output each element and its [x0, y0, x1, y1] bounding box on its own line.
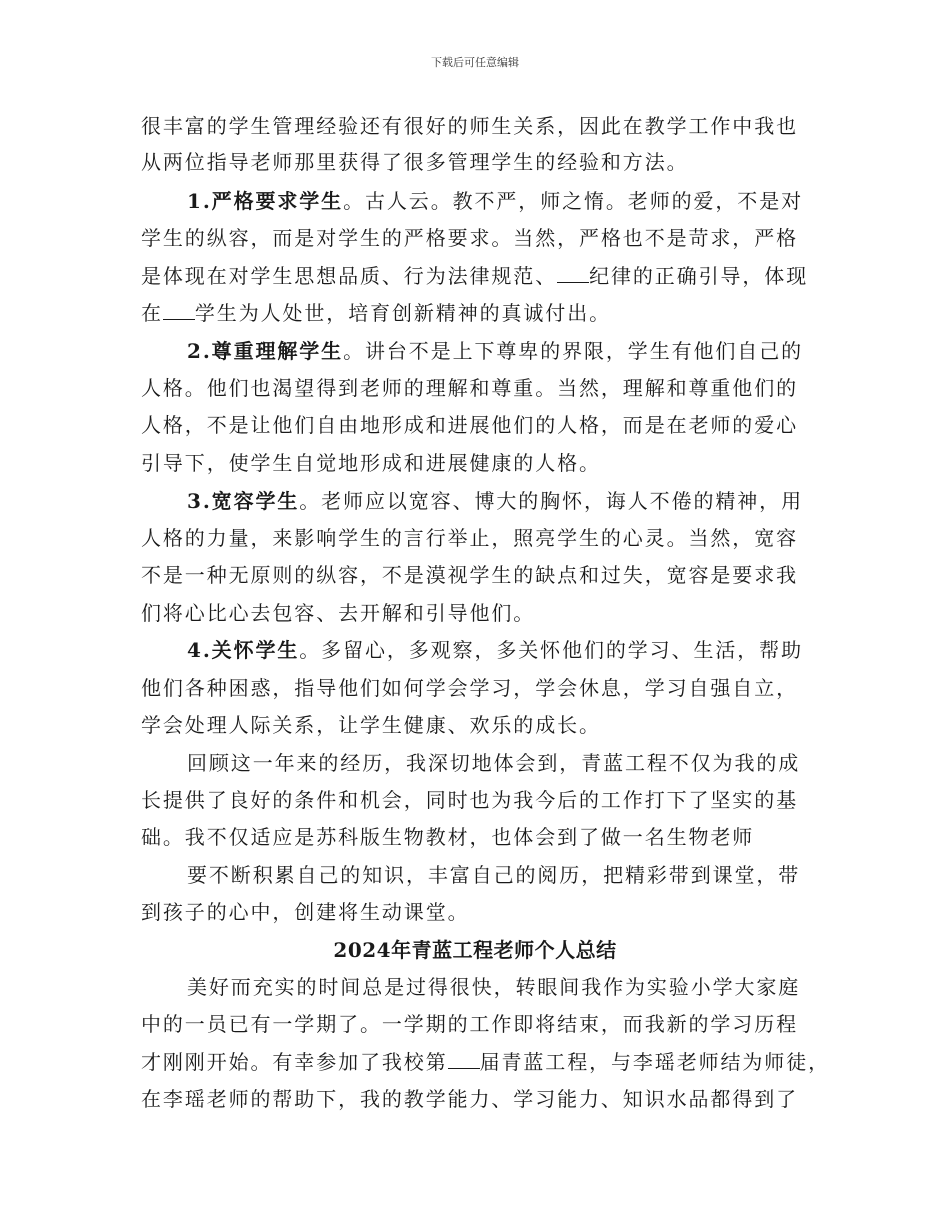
text-line	[187, 339, 803, 363]
text-line	[141, 264, 808, 288]
text-span: 。讲台不是上下尊卑的界限，学生有他们自己的	[343, 339, 803, 363]
text-line: 学会处理人际关系，让学生健康、欢乐的成长。	[141, 713, 601, 737]
fill-blank	[557, 264, 589, 283]
text-line: 很丰富的学生管理经验还有很好的师生关系，因此在教学工作中我也	[141, 114, 798, 138]
text-span: 是体现在对学生思想品质、行为法律规范、	[141, 264, 558, 288]
text-span: 。老师应以宽容、博大的胸怀，诲人不倦的精神，用	[299, 489, 803, 513]
text-line: 回顾这一年来的经历，我深切地体会到，青蓝工程不仅为我的成	[187, 751, 801, 775]
text-line: 人格的力量，来影响学生的言行举止，照亮学生的心灵。当然，宽容	[141, 526, 798, 550]
fill-blank	[163, 301, 195, 320]
text-line: 长提供了良好的条件和机会，同时也为我今后的工作打下了坚实的基	[141, 788, 798, 812]
text-span: 纪律的正确引导，体现	[589, 264, 809, 288]
text-span: 才刚刚开始。有幸参加了我校第	[141, 1050, 448, 1074]
text-line: 在李瑶老师的帮助下，我的教学能力、学习能力、知识水品都得到了	[141, 1087, 798, 1111]
text-line: 引导下，使学生自觉地形成和进展健康的人格。	[141, 451, 601, 475]
text-line: 不是一种无原则的纵容，不是漠视学生的缺点和过失，宽容是要求我	[141, 563, 798, 587]
text-line: 们将心比心去包容、去开解和引导他们。	[141, 601, 536, 625]
page-header-note: 下载后可任意编辑	[431, 56, 519, 69]
text-line	[141, 301, 611, 325]
text-line: 美好而充实的时间总是过得很快，转眼间我作为实验小学大家庭	[187, 975, 801, 999]
document-title: 2024年青蓝工程老师个人总结	[333, 938, 617, 962]
text-line: 到孩子的心中，创建将生动课堂。	[141, 900, 470, 924]
section-heading: 1.严格要求学生	[187, 189, 344, 213]
text-line	[187, 638, 803, 662]
text-line: 中的一员已有一学期了。一学期的工作即将结束，而我新的学习历程	[141, 1012, 798, 1036]
text-span: 届青蓝工程，与李瑶老师结为师徒，	[479, 1050, 831, 1074]
text-line: 人格。他们也渴望得到老师的理解和尊重。当然，理解和尊重他们的	[141, 376, 798, 400]
fill-blank	[448, 1050, 480, 1069]
text-span: 在	[141, 301, 163, 325]
text-span: 学生为人处世，培育创新精神的真诚付出。	[194, 301, 612, 325]
text-line	[141, 1050, 830, 1074]
text-line: 人格，不是让他们自由地形成和进展他们的人格，而是在老师的爱心	[141, 413, 798, 437]
section-heading: 3.宽容学生	[187, 489, 300, 513]
text-line	[187, 489, 803, 513]
text-line: 他们各种困惑，指导他们如何学会学习，学会休息，学习自强自立，	[141, 676, 798, 700]
section-heading: 4.关怀学生	[187, 638, 300, 662]
text-line: 学生的纵容，而是对学生的严格要求。当然，严格也不是苛求，严格	[141, 226, 798, 250]
text-span: 。古人云。教不严，师之惰。老师的爱，不是对	[343, 189, 803, 213]
text-line: 要不断积累自己的知识，丰富自己的阅历，把精彩带到课堂，带	[187, 863, 801, 887]
text-line	[187, 189, 803, 213]
text-line: 从两位指导老师那里获得了很多管理学生的经验和方法。	[141, 150, 689, 174]
text-span: 。多留心，多观察，多关怀他们的学习、生活，帮助	[299, 638, 803, 662]
section-heading: 2.尊重理解学生	[187, 339, 344, 363]
text-line: 础。我不仅适应是苏科版生物教材，也体会到了做一名生物老师	[141, 825, 755, 849]
